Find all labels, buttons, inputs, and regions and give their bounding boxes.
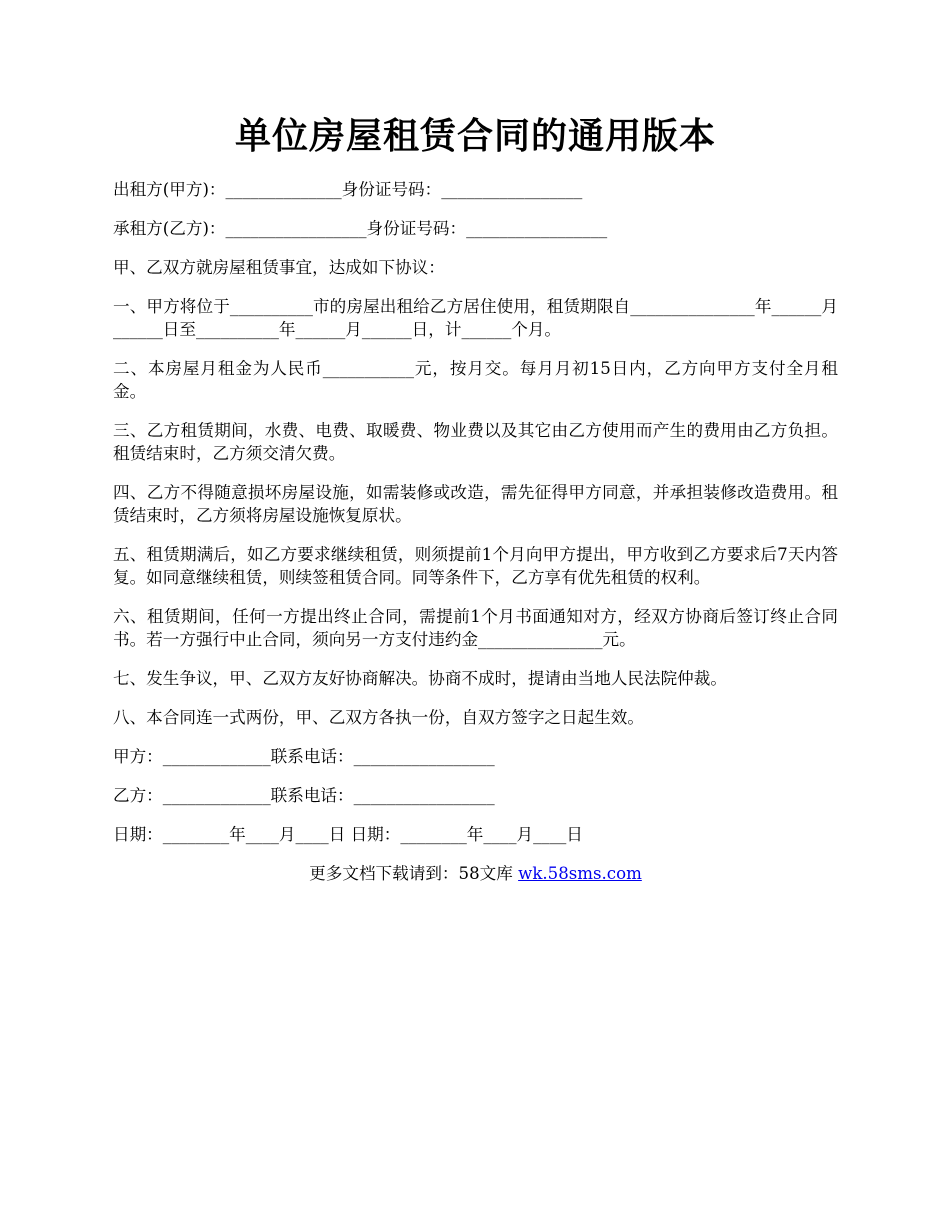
clause-3: 三、乙方租赁期间，水费、电费、取暖费、物业费以及其它由乙方使用而产生的费用由乙方负担。租赁结束时，乙方须交清欠费。 <box>113 421 838 463</box>
agreement-intro: 甲、乙双方就房屋租赁事宜，达成如下协议： <box>113 258 445 277</box>
footer-prefix: 更多文档下载请到：58文库 <box>309 864 513 883</box>
clause-2: 二、本房屋月租金为人民币___________元，按月交。每月月初15日内，乙方向甲方支付全月租金。 <box>113 359 838 401</box>
download-footer <box>113 862 838 885</box>
footer-link[interactable]: wk.58sms.com <box>518 864 642 883</box>
clause-7: 七、发生争议，甲、乙双方友好协商解决。协商不成时，提请由当地人民法院仲裁。 <box>113 669 727 688</box>
clause-4: 四、乙方不得随意损坏房屋设施，如需装修或改造，需先征得甲方同意，并承担装修改造费用。租赁结束时，乙方须将房屋设施恢复原状。 <box>113 483 838 525</box>
document-title: 单位房屋租赁合同的通用版本 <box>234 115 716 157</box>
clause-6: 六、租赁期间，任何一方提出终止合同，需提前1个月书面通知对方，经双方协商后签订终止合同书。若一方强行中止合同，须向另一方支付违约金_______________元。 <box>113 607 838 649</box>
party-b-signature-line: 乙方：_____________联系电话：_________________ <box>113 786 495 805</box>
lessor-line: 出租方(甲方)：______________身份证号码：_________________ <box>113 180 583 199</box>
clause-1: 一、甲方将位于__________市的房屋出租给乙方居住使用，租赁期限自_______________年______月______日至__________年______月______日，计______个月。 <box>113 297 838 339</box>
clause-5: 五、租赁期满后，如乙方要求继续租赁，则须提前1个月向甲方提出，甲方收到乙方要求后7天内答复。如同意继续租赁，则续签租赁合同。同等条件下，乙方享有优先租赁的权利。 <box>113 545 838 587</box>
party-a-signature-line: 甲方：_____________联系电话：_________________ <box>113 747 495 766</box>
document-page <box>113 112 838 885</box>
date-line: 日期：________年____月____日 日期：________年____月____日 <box>113 825 583 844</box>
lessee-line: 承租方(乙方)：_________________身份证号码：_________________ <box>113 219 608 238</box>
clause-8: 八、本合同连一式两份，甲、乙双方各执一份，自双方签字之日起生效。 <box>113 708 644 727</box>
